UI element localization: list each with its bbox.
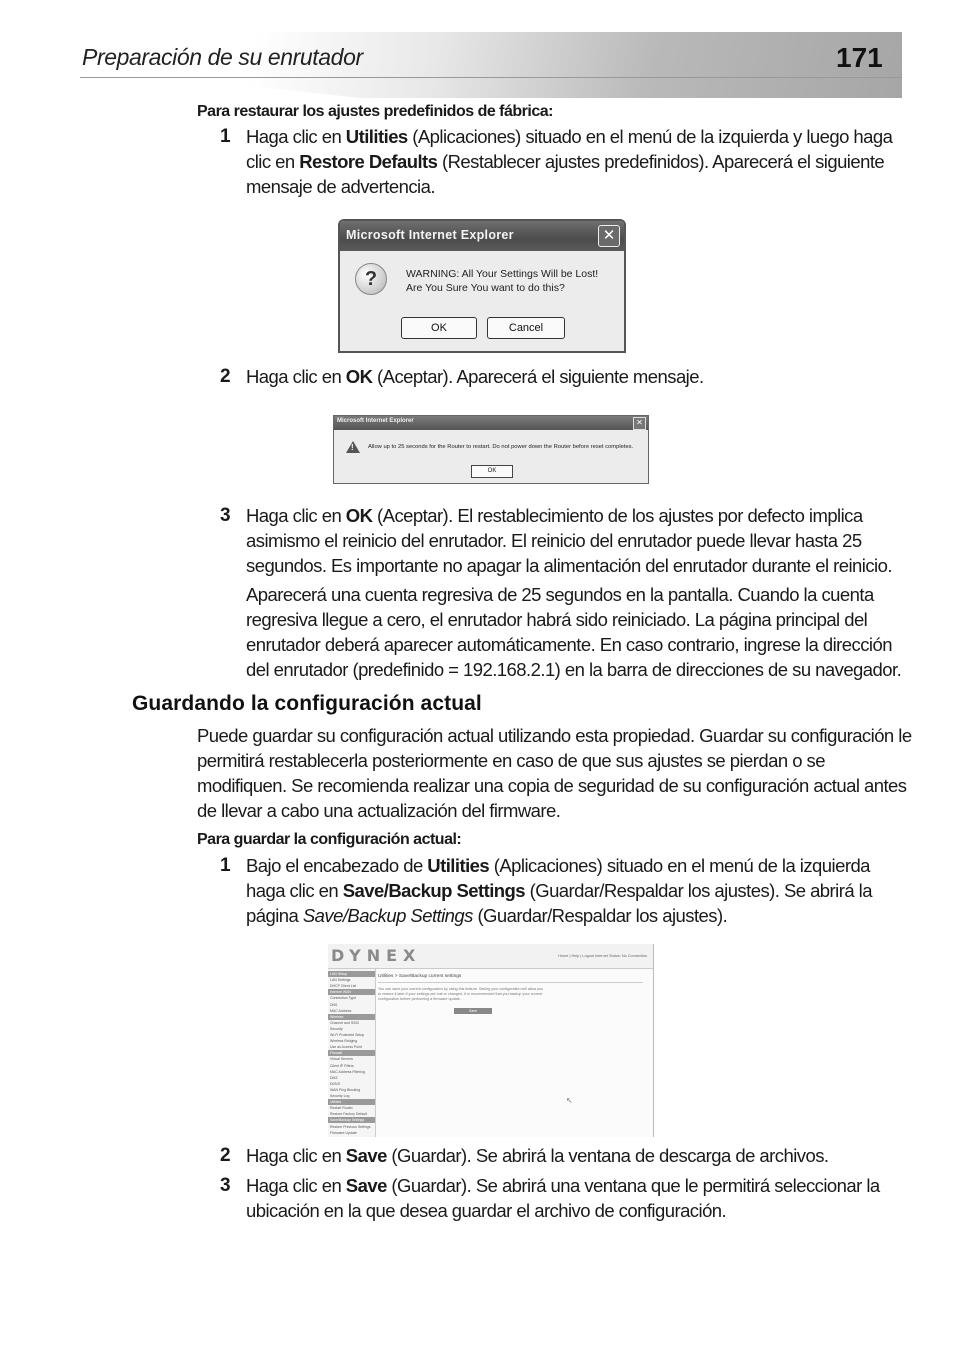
save-term: Save (345, 1145, 387, 1166)
restore-step2-number: 2 (220, 366, 231, 387)
restore-step3-text: Haga clic en OK (Aceptar). El restablecimiento de los ajustes por defecto implica asimismo el reinicio del enrutador. El reinicio del enrutador puede llevar hasta 25 segundos. Es importante no apagar la alimentación del enrutador durante el reinicio. (246, 505, 892, 576)
save-backup-page-name: Save/Backup Settings (302, 905, 473, 926)
ok-button[interactable]: OK (401, 317, 477, 339)
sidebar-item[interactable]: WAN Ping Blocking (330, 1087, 361, 1092)
close-icon[interactable]: ✕ (598, 225, 620, 247)
sidebar-item[interactable]: Security Log (330, 1094, 350, 1098)
restart-notice-dialog (333, 415, 649, 484)
sidebar-item[interactable]: Restore Factory Default (330, 1112, 367, 1117)
sidebar-item[interactable]: DDNS (330, 1081, 340, 1086)
countdown-paragraph: Aparecerá una cuenta regresiva de 25 segundos en la pantalla. Cuando la cuenta regresiva llegue a cero, el enrutador habrá sido reiniciado. La página principal del enrutador deberá aparecer automáticamente. En caso contrario, ingrese la dirección del enrutador (predefinido = 192.168.2.1) en la barra de direcciones de su navegador. (246, 584, 902, 680)
restore-defaults-term: Restore Defaults (299, 151, 438, 172)
screenshot-sidebar (328, 969, 376, 1137)
top-links[interactable]: Home | Help | Logout Internet Status: No Connection (558, 954, 647, 958)
sidebar-item[interactable]: Wireless (328, 1014, 375, 1020)
question-icon: ? (355, 263, 387, 295)
dialog-titlebar (340, 221, 624, 251)
sidebar-item[interactable]: Wireless Bridging (330, 1039, 358, 1044)
dialog-title: Microsoft Internet Explorer (337, 418, 414, 424)
save-backup-term: Save/Backup Settings (342, 880, 526, 901)
running-title: Preparación de su enrutador (82, 44, 363, 70)
close-icon[interactable]: ✕ (633, 417, 646, 430)
ok-term: OK (345, 505, 373, 526)
restore-step1-number: 1 (220, 126, 231, 147)
warning-line1: WARNING: All Your Settings Will be Lost! (406, 268, 599, 280)
save-button[interactable]: Save (454, 1008, 492, 1014)
sidebar-item[interactable]: Wi-Fi Protected Setup (330, 1033, 365, 1037)
sidebar-item[interactable]: Firmware Update (330, 1130, 357, 1135)
restore-heading: Para restaurar los ajustes predefinidos de fábrica: (197, 103, 553, 120)
utilities-term: Utilities (345, 126, 408, 147)
warning-line2: Are You Sure You want to do this? (406, 282, 565, 294)
sidebar-item[interactable]: Use as Access Point (330, 1045, 362, 1050)
save-step2-number: 2 (220, 1145, 231, 1166)
sidebar-item[interactable]: DMZ (330, 1075, 338, 1080)
dialog-titlebar (334, 416, 648, 430)
sidebar-item[interactable]: MAC Address (330, 1008, 352, 1013)
sidebar-item[interactable]: Internet WAN (328, 989, 375, 995)
sidebar-item[interactable]: DNS (330, 1002, 338, 1007)
divider (378, 982, 643, 983)
sidebar-item[interactable]: Security (330, 1026, 343, 1031)
screenshot-text-line: configuration before performing a firmware update. (378, 997, 461, 1001)
sidebar-item[interactable]: Virtual Servers (330, 1057, 353, 1062)
save-step1-number: 1 (220, 855, 231, 876)
save-backup-screenshot (328, 944, 654, 1137)
restore-step3-number: 3 (220, 505, 231, 526)
ok-button[interactable]: OK (471, 465, 513, 478)
dynex-logo: DYNEX (331, 946, 422, 965)
save-heading: Para guardar la configuración actual: (197, 831, 462, 848)
screenshot-text-line: to restore it later if your settings are lost or changed. It is recommended that you backup your current (378, 992, 543, 996)
section-title: Guardando la configuración actual (132, 692, 482, 715)
page-number: 171 (836, 42, 883, 73)
save-step1-text: Bajo el encabezado de Utilities (Aplicaciones) situado en el menú de la izquierda haga clic en Save/Backup Settings (Guardar/Respaldar los ajustes). Se abrirá la página Save/Backup Settings (Guardar/Respaldar los ajustes). (246, 855, 872, 926)
dialog-title: Microsoft Internet Explorer (346, 228, 514, 242)
screenshot-text-line: You can save your current configuration by using this feature. Saving your configuration will allow you (378, 987, 544, 991)
restart-message: Allow up to 25 seconds for the Router to restart. Do not power down the Router before reset completes. (368, 444, 634, 450)
save-intro: Puede guardar su configuración actual utilizando esta propiedad. Guardar su configuración le permitirá restablecerla posteriormente en caso de que sus ajustes se pierdan o se modifiquen. Se recomienda realizar una copia de seguridad de su configuración actual antes de llevar a cabo una actualización del firmware. (197, 725, 912, 821)
restore-step2-text: Haga clic en OK (Aceptar). Aparecerá el siguiente mensaje. (246, 366, 704, 387)
sidebar-item[interactable]: LAN Settings (330, 978, 351, 983)
header-rule (80, 77, 902, 78)
cursor-icon: ↖ (566, 1096, 573, 1105)
sidebar-item[interactable]: MAC Address Filtering (330, 1069, 365, 1074)
sidebar-item[interactable]: Utilities (328, 1099, 375, 1105)
ok-term: OK (345, 366, 373, 387)
sidebar-item[interactable]: Client IP Filters (330, 1063, 354, 1068)
sidebar-item[interactable]: DHCP Client List (330, 984, 357, 989)
sidebar-item[interactable]: Restore Previous Settings (330, 1124, 371, 1129)
save-step3-text: Haga clic en Save (Guardar). Se abrirá una ventana que le permitirá seleccionar la ubicación en la que desea guardar el archivo de configuración. (246, 1175, 880, 1221)
utilities-term: Utilities (427, 855, 490, 876)
sidebar-item[interactable]: Connection Type (330, 996, 357, 1001)
save-term: Save (345, 1175, 387, 1196)
cancel-button[interactable]: Cancel (487, 317, 565, 339)
screenshot-header (328, 944, 653, 969)
restore-step1-text: Haga clic en Utilities (Aplicaciones) situado en el menú de la izquierda y luego haga clic en Restore Defaults (Restablecer ajustes predefinidos). Aparecerá el siguiente mensaje de advertencia. (246, 126, 893, 197)
save-step2-text: Haga clic en Save (Guardar). Se abrirá la ventana de descarga de archivos. (246, 1145, 829, 1166)
save-step3-number: 3 (220, 1175, 231, 1196)
warning-dialog (338, 219, 626, 353)
screenshot-page-title: Utilities > Save/Backup current settings (378, 974, 462, 979)
sidebar-item[interactable]: Save/Backup Settings (328, 1117, 375, 1123)
warning-icon: ! (346, 441, 360, 453)
sidebar-item[interactable]: Channel and SSID (330, 1020, 359, 1025)
sidebar-item[interactable]: Restart Router (330, 1106, 353, 1111)
sidebar-item[interactable]: Firewall (328, 1050, 375, 1056)
sidebar-item[interactable]: LAN Setup (328, 971, 375, 977)
